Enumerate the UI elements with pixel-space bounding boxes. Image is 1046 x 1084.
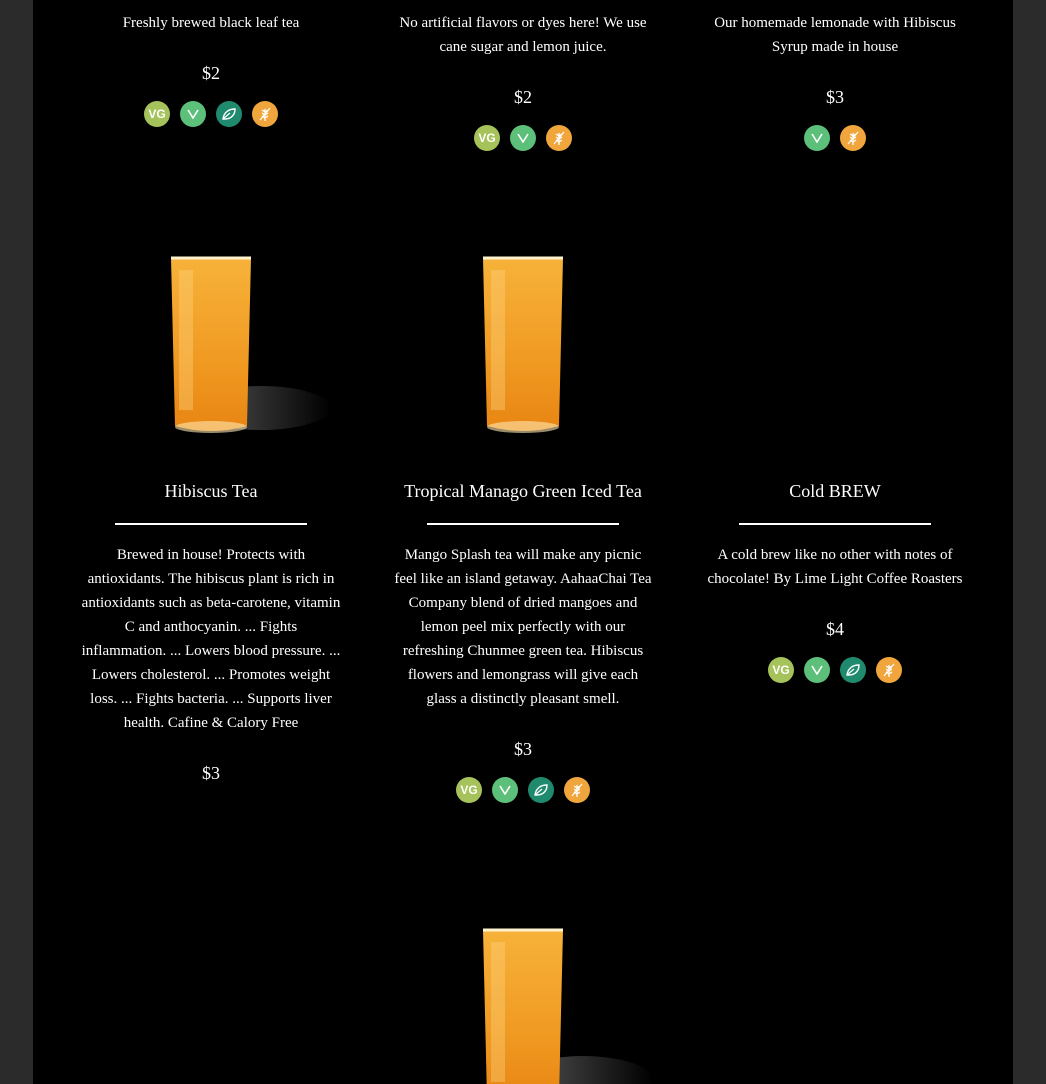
item-price: $4 [826, 619, 844, 639]
item-title: Hibiscus Tea [164, 481, 258, 501]
leaf-badge-icon [216, 101, 242, 127]
item-price: $3 [514, 739, 532, 759]
vegan-badge-icon: VG [456, 777, 482, 803]
item-description: No artificial flavors or dyes here! We use cane sugar and lemon juice. [399, 15, 647, 55]
vegan-badge-icon: VG [768, 657, 794, 683]
menu-page [33, 0, 1013, 1084]
dietary-badges [81, 101, 341, 127]
item-description: Freshly brewed black leaf tea [122, 15, 300, 31]
item-price: $2 [202, 63, 220, 83]
vegetarian-badge-icon [510, 125, 536, 151]
item-description: Our homemade lemonade with Hibiscus Syrup made in house [714, 15, 956, 55]
wheat-free-badge-icon [252, 101, 278, 127]
leaf-badge-icon [528, 777, 554, 803]
item-price: $3 [202, 763, 220, 783]
item-description: A cold brew like no other with notes of chocolate! By Lime Light Coffee Roasters [707, 547, 963, 587]
wheat-free-badge-icon [840, 125, 866, 151]
menu-item-hibiscus-tea [81, 478, 341, 785]
vegetarian-badge-icon [492, 777, 518, 803]
menu-item-lemonade [393, 11, 653, 151]
title-divider [739, 523, 931, 525]
title-divider [115, 523, 307, 525]
wheat-free-badge-icon [564, 777, 590, 803]
item-title: Cold BREW [789, 481, 881, 501]
item-price: $2 [514, 87, 532, 107]
vegetarian-badge-icon [804, 125, 830, 151]
menu-item-hibiscus-lemonade [705, 11, 965, 151]
menu-item-black-tea [81, 11, 341, 127]
hibiscus-tea-photo [81, 240, 341, 440]
wheat-free-badge-icon [876, 657, 902, 683]
menu-item-cold-brew [705, 478, 965, 683]
wheat-free-badge-icon [546, 125, 572, 151]
dietary-badges [705, 125, 965, 151]
vegan-badge-icon: VG [144, 101, 170, 127]
item-price: $3 [826, 87, 844, 107]
item-description: Mango Splash tea will make any picnic feel like an island getaway. AahaaChai Tea Company blend of dried mangoes and lemon peel mix perfectly with our refreshing Chunmee green tea. Hibiscus flowers and lemongrass will give each glass a distinctly pleasant smell. [394, 547, 652, 707]
vegetarian-badge-icon [804, 657, 830, 683]
title-divider [427, 523, 619, 525]
leaf-badge-icon [840, 657, 866, 683]
tropical-mango-tea-photo [393, 240, 653, 440]
vegetarian-badge-icon [180, 101, 206, 127]
vegan-badge-icon: VG [474, 125, 500, 151]
item-description: Brewed in house! Protects with antioxidants. The hibiscus plant is rich in antioxidants such as beta-carotene, vitamin C and anthocyanin. ... Fights inflammation. ... Lowers blood pressure. ... Lowers cholesterol. ... Promotes weight loss. ... Fights bacteria. ... Supports liver health. Cafine & Calory Free [81, 547, 341, 731]
dietary-badges [705, 657, 965, 683]
next-item-photo [393, 912, 653, 1084]
menu-item-tropical-mango-tea [393, 478, 653, 803]
dietary-badges [393, 777, 653, 803]
item-title: Tropical Manago Green Iced Tea [404, 481, 642, 501]
dietary-badges [393, 125, 653, 151]
